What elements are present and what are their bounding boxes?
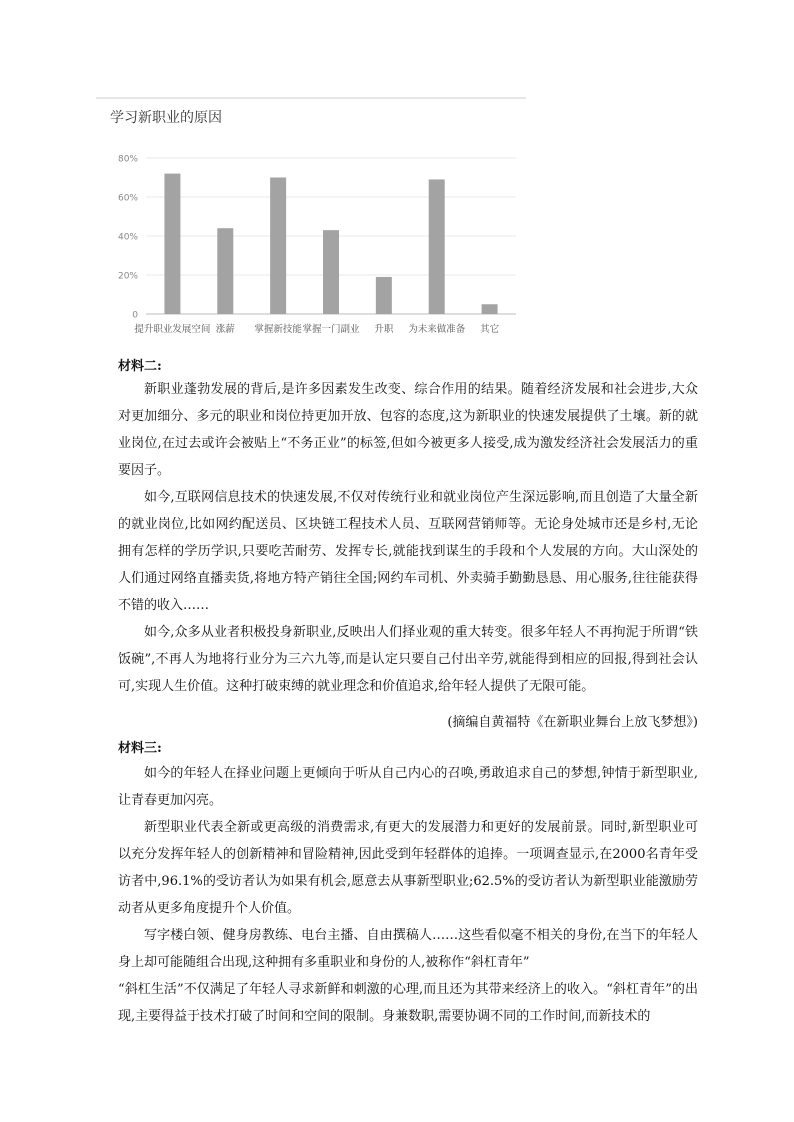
bar bbox=[164, 174, 180, 314]
material2-paragraph-3: 如今,众多从业者积极投身新职业,反映出人们择业观的重大转变。很多年轻人不再拘泥于所谓“铁饭碗”,不再人为地将行业分为三六九等,而是认定只要自己付出辛劳,就能得到相应的回报,得到社会认可,实现人生价值。这种打破束缚的就业理念和价值追求,给年轻人提供了无限可能。 bbox=[118, 625, 698, 694]
y-tick-label: 20% bbox=[117, 271, 138, 282]
material3-heading: 材料三: bbox=[118, 741, 162, 756]
material3-paragraph-2: 新型职业代表全新或更高级的消费需求,有更大的发展潜力和更好的发展前景。同时,新型职业可以充分发挥年轻人的创新精神和冒险精神,因此受到年轻群体的追捧。一项调查显示,在2000名青年受访者中,96.1%的受访者认为如果有机会,愿意去从事新型职业;62.5%的受访者认为新型职业能激励劳动者从更多角度提升个人价值。 bbox=[118, 820, 698, 916]
x-tick-label: 掌握新技能 bbox=[254, 324, 302, 335]
material3-paragraph-1: 如今的年轻人在择业问题上更倾向于听从自己内心的召唤,勇敢追求自己的梦想,钟情于新型职业,让青春更加闪亮。 bbox=[118, 766, 698, 808]
bar bbox=[217, 228, 233, 314]
chart-title: 学习新职业的原因 bbox=[110, 110, 222, 126]
x-tick-label: 为未来做准备 bbox=[408, 324, 466, 335]
bar-chart bbox=[96, 140, 526, 340]
material2-paragraph-1: 新职业蓬勃发展的背后,是许多因素发生改变、综合作用的结果。随着经济发展和社会进步,大众对更加细分、多元的职业和岗位持更加开放、包容的态度,这为新职业的快速发展提供了土壤。新的就业岗位,在过去或许会被贴上“不务正业”的标签,但如今被更多人接受,成为激发经济社会发展活力的重要因子。 bbox=[118, 382, 698, 478]
bar bbox=[323, 230, 339, 314]
y-tick-label: 80% bbox=[117, 154, 138, 165]
y-tick-label: 0 bbox=[132, 310, 138, 321]
x-tick-label: 掌握一门副业 bbox=[302, 324, 360, 335]
material3-paragraph-3: 写字楼白领、健身房教练、电台主播、自由撰稿人……这些看似毫不相关的身份,在当下的年轻人身上却可能随组合出现,这种拥有多重职业和身份的人,被称作“斜杠青年” bbox=[118, 928, 698, 970]
bar bbox=[270, 178, 286, 315]
y-tick-label: 40% bbox=[117, 232, 138, 243]
x-tick-label: 涨薪 bbox=[215, 324, 235, 335]
material2-paragraph-2: 如今,互联网信息技术的快速发展,不仅对传统行业和就业岗位产生深远影响,而且创造了大量全新的就业岗位,比如网约配送员、区块链工程技术人员、互联网营销师等。无论身处城市还是乡村,无论拥有怎样的学历学识,只要吃苦耐劳、发挥专长,就能找到谋生的手段和个人发展的方向。大山深处的人们通过网络直播卖货,将地方特产销往全国;网约车司机、外卖骑手勤勤恳恳、用心服务,往往能获得不错的收入…… bbox=[118, 490, 698, 613]
material3-paragraph-4: “斜杠生活”不仅满足了年轻人寻求新鲜和刺激的心理,而且还为其带来经济上的收入。“斜杠青年”的出现,主要得益于技术打破了时间和空间的限制。身兼数职,需要协调不同的工作时间,而新技术的 bbox=[118, 982, 698, 1024]
x-tick-label: 升职 bbox=[374, 324, 394, 335]
material2-heading: 材料二: bbox=[118, 359, 162, 374]
material2-source: (摘编自黄福特《在新职业舞台上放飞梦想》) bbox=[447, 715, 698, 730]
x-tick-label: 其它 bbox=[480, 324, 500, 335]
bar bbox=[376, 277, 392, 314]
x-tick-label: 提升职业发展空间 bbox=[134, 324, 211, 335]
y-tick-label: 60% bbox=[117, 193, 138, 204]
bar bbox=[429, 179, 445, 314]
bar bbox=[482, 304, 498, 314]
